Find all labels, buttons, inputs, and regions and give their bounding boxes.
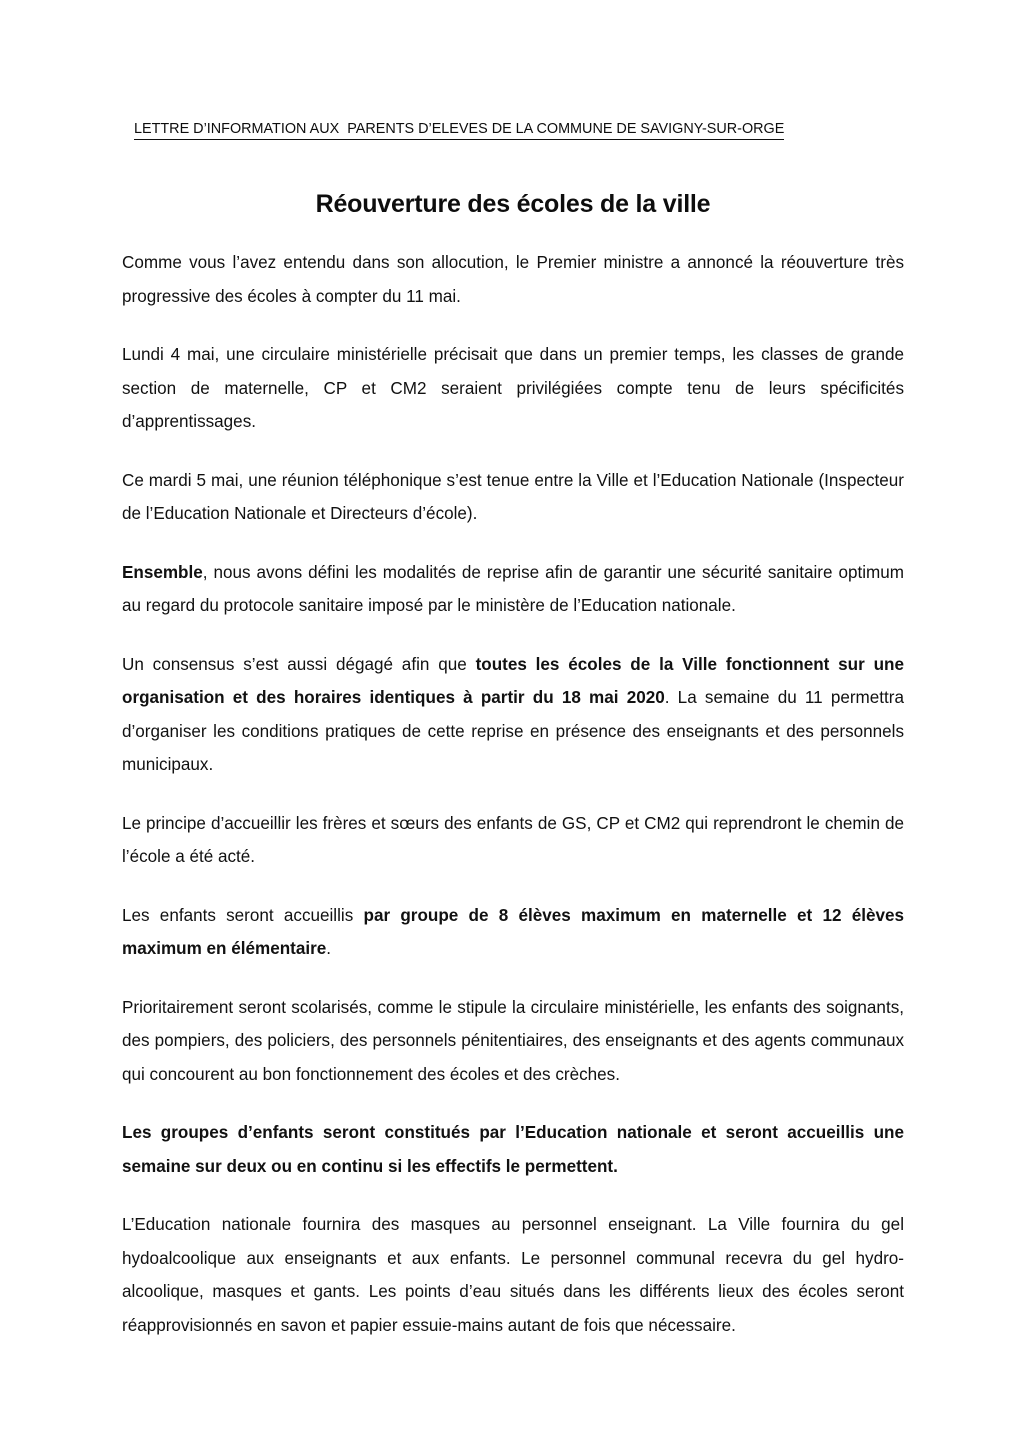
paragraph-6	[122, 807, 904, 874]
paragraph-1-text: Comme vous l’avez entendu dans son allocution, le Premier ministre a annoncé la réouverture très progressive des écoles à compter du 11 mai.	[122, 253, 904, 306]
paragraph-8	[122, 991, 904, 1092]
paragraph-7-bold: par groupe de 8 élèves maximum en maternelle et 12 élèves maximum en élémentaire	[122, 905, 904, 958]
paragraph-7-tail: .	[326, 939, 332, 958]
paragraph-10-text: L’Education nationale fournira des masques au personnel enseignant. La Ville fournira du gel hydoalcoolique aux enseignants et aux enfants. Le personnel communal recevra du gel hydro-alcoolique, masques et gants. Les points d’eau situés dans les différents lieux des écoles seront réapprovisionnés en savon et papier essuie-mains autant de fois que nécessaire.	[122, 1215, 904, 1335]
paragraph-7	[122, 899, 904, 966]
document-body	[122, 246, 904, 1342]
paragraph-5-tail: . La semaine du 11 permettra d’organiser les conditions pratiques de cette reprise en présence des enseignants et des personnels municipaux.	[122, 688, 905, 774]
paragraph-1	[122, 246, 904, 313]
paragraph-5-bold: toutes les écoles de la Ville fonctionnent sur une organisation et des horaires identiques à partir du 18 mai 2020	[122, 654, 904, 707]
paragraph-10	[122, 1208, 904, 1342]
paragraph-5-lead: Un consensus s’est aussi dégagé afin que	[122, 654, 476, 674]
paragraph-3	[122, 464, 904, 531]
paragraph-5	[122, 648, 904, 782]
paragraph-4	[122, 556, 904, 623]
paragraph-9	[122, 1116, 904, 1183]
paragraph-2-text: Lundi 4 mai, une circulaire ministérielle précisait que dans un premier temps, les classes de grande section de maternelle, CP et CM2 seraient privilégiées compte tenu de leurs spécificités d’apprentissages.	[122, 345, 904, 431]
page-title: Réouverture des écoles de la ville	[315, 189, 711, 218]
paragraph-2	[122, 338, 904, 439]
paragraph-7-lead: Les enfants seront accueillis	[122, 905, 364, 925]
paragraph-3-text: Ce mardi 5 mai, une réunion téléphonique s’est tenue entre la Ville et l’Education Nationale (Inspecteur de l’Education Nationale et Directeurs d’école).	[122, 470, 904, 523]
paragraph-6-text: Le principe d’accueillir les frères et sœurs des enfants de GS, CP et CM2 qui reprendront le chemin de l’école a été acté.	[122, 813, 904, 866]
paragraph-9-text: Les groupes d’enfants seront constitués par l’Education nationale et seront accueillis une semaine sur deux ou en continu si les effectifs le permettent.	[122, 1123, 904, 1176]
paragraph-4-bold-lead: Ensemble	[122, 562, 203, 582]
paragraph-4-text: , nous avons défini les modalités de reprise afin de garantir une sécurité sanitaire optimum au regard du protocole sanitaire imposé par le ministère de l’Education nationale.	[122, 562, 904, 615]
paragraph-8-text: Prioritairement seront scolarisés, comme le stipule la circulaire ministérielle, les enfants des soignants, des pompiers, des policiers, des personnels pénitentiaires, des enseignants et des agents communaux qui concourent au bon fonctionnement des écoles et des crèches.	[122, 997, 904, 1084]
document-header-line: LETTRE D’INFORMATION AUX PARENTS D’ELEVES DE LA COMMUNE DE SAVIGNY-SUR-ORGE	[134, 121, 784, 140]
